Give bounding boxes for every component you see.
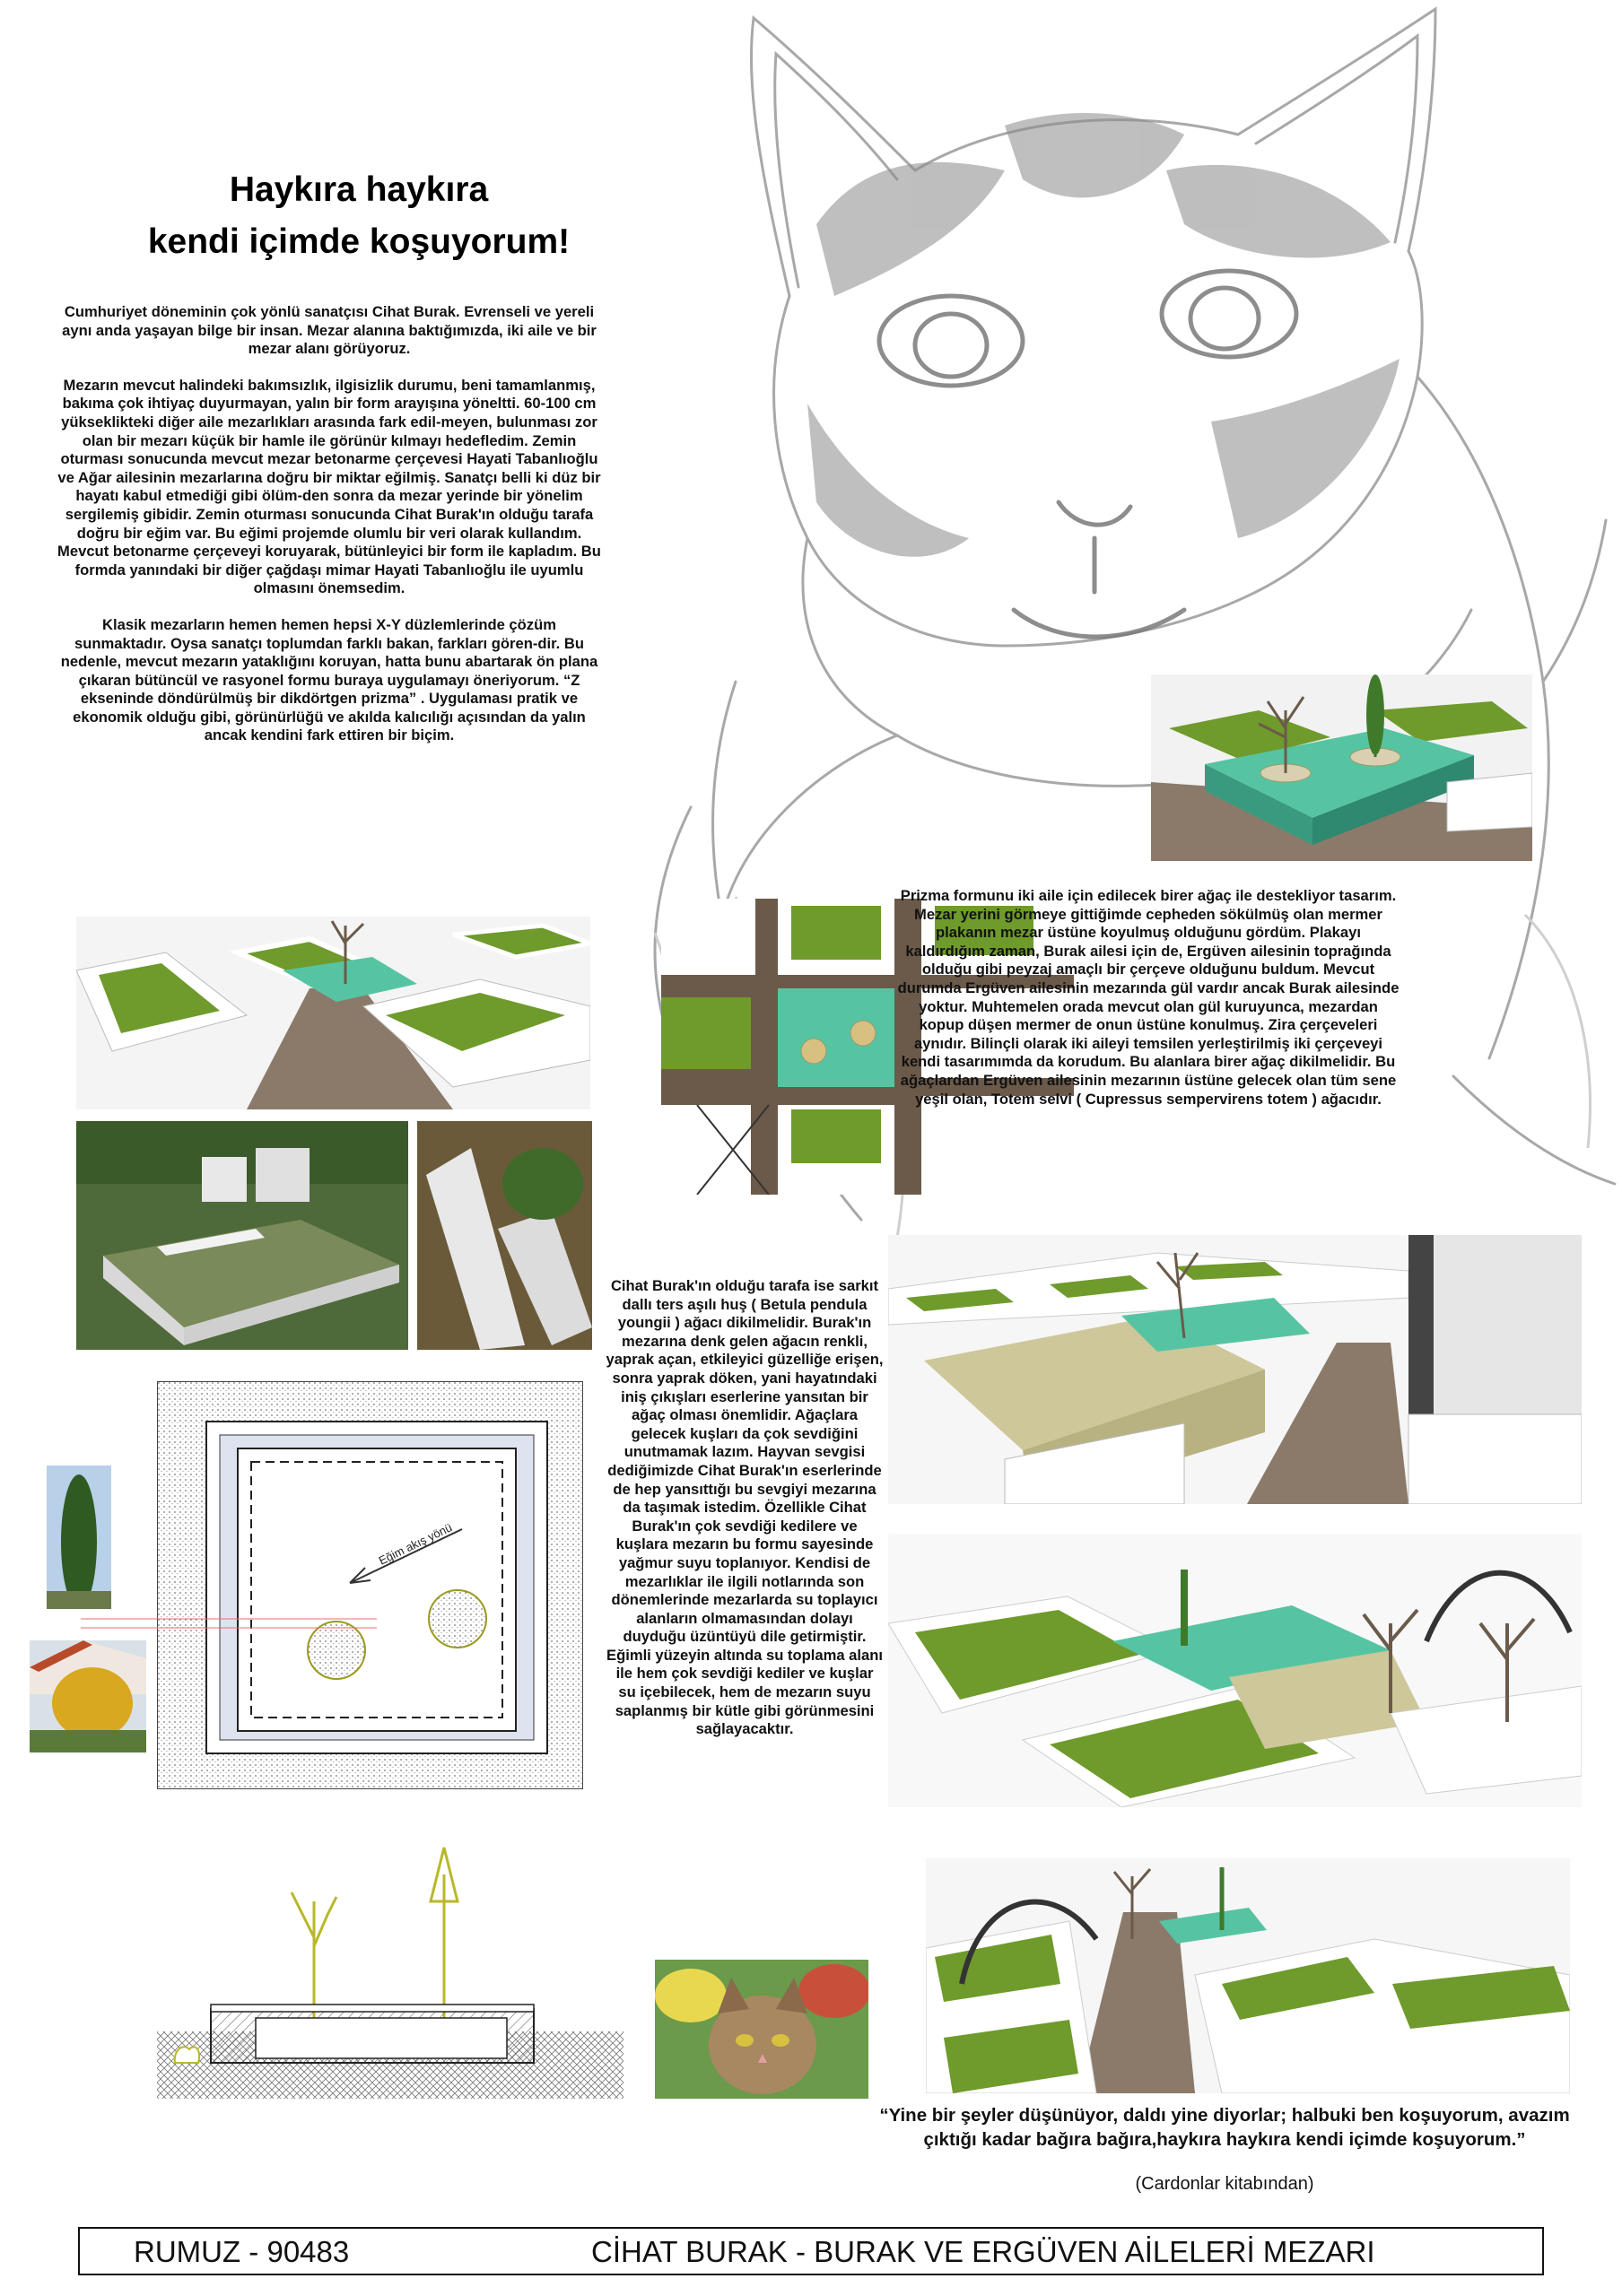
cat-painting bbox=[655, 1960, 868, 2099]
render-street-view bbox=[926, 1858, 1570, 2093]
section-drawing bbox=[157, 1803, 624, 2099]
render-perspective-prism bbox=[888, 1235, 1582, 1504]
render-aerial-birds bbox=[888, 1534, 1582, 1807]
photo-broken-marble bbox=[417, 1121, 592, 1350]
footer-rumuz: RUMUZ - 90483 bbox=[134, 2235, 350, 2268]
intro-paragraph-1: Cumhuriyet döneminin çok yönlü sanatçısı Cihat Burak. Evrenseli ve yereli aynı anda yaşayan bilge bir insan. Mezar alanına baktığımızda, iki aile ve bir mezar alanı görüyoruz. bbox=[62, 303, 597, 358]
quote-source: (Cardonlar kitabından) bbox=[1135, 2174, 1314, 2194]
intro-paragraph-2: Mezarın mevcut halindeki bakımsızlık, ilgisizlik durumu, beni tamamlanmış, bakıma çok ihtiyaç duyurmayan, yalın bir form arayışına yöneltti. 60-100 cm yükseklikteki diğer aile mezarlıkları arasında fark edil-meyen, bulunması zor olan bir mezarı küçük bir hamle ile görünür kılmayı hedefledim. Zemin oturması sonucunda mevcut mezar betonarme çerçevesi Hayati Tabanlıoğlu ve Ağar ailesinin mezarlarına doğru bir miktar eğilmiş. Sanatçı belli ki düz bir hayatı kabul etmediği gibi ölüm-den sonra da mezar yerinde bir yönelim sergilemiş gibidir. Zemin oturması sonucunda Cihat Burak'ın olduğu tarafa doğru bir eğim var. Bu eğimi projemde olumlu bir veri olarak kullandım. Mevcut betonarme çerçeveyi koruyarak, bütünleyici bir form ile kapladım. Bu formda yanındaki bir diğer çağdaşı mimar Hayati Tabanlıoğlu ile uyumlu olmasını önemsedim. bbox=[57, 376, 601, 597]
footer-project-title: CİHAT BURAK - BURAK VE ERGÜVEN AİLELERİ MEZARI bbox=[591, 2235, 1375, 2268]
intro-text bbox=[56, 303, 603, 763]
plan-drawing bbox=[157, 1381, 583, 1789]
title-line-2: kendi içimde koşuyorum! bbox=[147, 222, 571, 261]
footer-bar bbox=[78, 2227, 1544, 2275]
photo-weeping-birch bbox=[30, 1640, 146, 1752]
quote-text: “Yine bir şeyler düşünüyor, daldı yine diyorlar; halbuki ben koşuyorum, avazım çıktığı kadar bağıra bağıra,haykıra haykıra kendi içimde koşuyorum.” bbox=[879, 2105, 1570, 2150]
photo-cypress-tree bbox=[47, 1465, 111, 1609]
birch-tree-description: Cihat Burak'ın olduğu tarafa ise sarkıt dallı ters aşılı huş ( Betula pendula youngii ) ağacı dikilmelidir. Burak'ın mezarına denk gelen ağacın renkli, yaprak açan, etkileyici güzelliğe erişen, sonra yaprak döken, yani hayatındaki iniş çıkışları eserlerine yansıtan bir ağaç olması önemlidir. Ağaçlara gelecek kuşları da çok sevdiğini unutmamak lazım. Hayvan sevgisi dediğimizde Cihat Burak'ın eserlerinde de hep yansıttığı bu sevgiyi mezarına da taşımak istedim. Özellikle Cihat Burak'ın çok sevdiği kedilere ve kuşlara mezarın bu formu sayesinde yağmur suyu toplanıyor. Kendisi de mezarlıklar ile ilgili notlarında son dönemlerinde mezarlarda su toplayıcı alanların olmamasından dolayı duyduğu üzüntüyü dile getirmiştir. Eğimli yüzeyin altında su toplama alanı ile hem çok sevdiği kediler ve kuşlar su içebilecek, hem de mezarın suyu saplanmış bir kütle gibi görünmesini sağlayacaktır. bbox=[606, 1277, 884, 1738]
render-isometric-left bbox=[76, 917, 590, 1109]
render-prism-top bbox=[1151, 674, 1532, 861]
slope-direction-label: Eğim akış yönü bbox=[376, 1520, 455, 1568]
main-title bbox=[126, 164, 592, 268]
prisma-description: Prizma formunu iki aile için edilecek birer ağaç ile destekliyor tasarım. Mezar yerini görmeye gittiğimde cepheden sökülmüş olan mermer plakanın mezar üstüne koyulmuş olduğunu gördüm. Plakayı kaldırdığım zaman, Burak ailesi için de, Ergüven ailesinin toprağında olduğu gibi peyzaj amaçlı bir çerçeve olduğunu buldum. Mevcut durumda Ergüven ailesinin mezarında gül vardır ancak Burak ailesinde yoktur. Muhtemelen orada mevcut olan gül kuruyunca, mezardan kopup düşen mermer de onun üstüne konulmuş. Zira çerçeveleri aynıdır. Bilinçli olarak iki aileyi temsilen yerleştirilmiş iki çerçeveyi kendi tasarımımda da korudum. Bu alanlara birer ağaç dikilmelidir. Bu ağaçlardan Ergüven ailesinin mezarının üstüne gelecek olan tüm sene yeşil olan, Totem selvi ( Cupressus sempervirens totem ) ağacıdır. bbox=[897, 887, 1400, 1108]
title-line-1: Haykıra haykıra bbox=[229, 170, 489, 209]
plan-reference-lines bbox=[81, 1614, 377, 1632]
intro-paragraph-3: Klasik mezarların hemen hemen hepsi X-Y düzlemlerinde çözüm sunmaktadır. Oysa sanatçı toplumdan farklı bakan, farkları gören-dir. Bu nedenle, mevcut mezarın yataklığını koruyan, hatta bunu abartarak ön plana çıkaran bütüncül ve rasyonel formu buraya uygulamayı öneriyorum. “Z ekseninde döndürülmüş bir dikdörtgen prizma” . Uygulaması pratik ve ekonomik olduğu gibi, görünürlüğü ve akılda kalıcılığı açısından da yalın ancak kendini fark ettiren bir biçim. bbox=[60, 615, 598, 744]
photo-existing-grave bbox=[76, 1121, 408, 1350]
